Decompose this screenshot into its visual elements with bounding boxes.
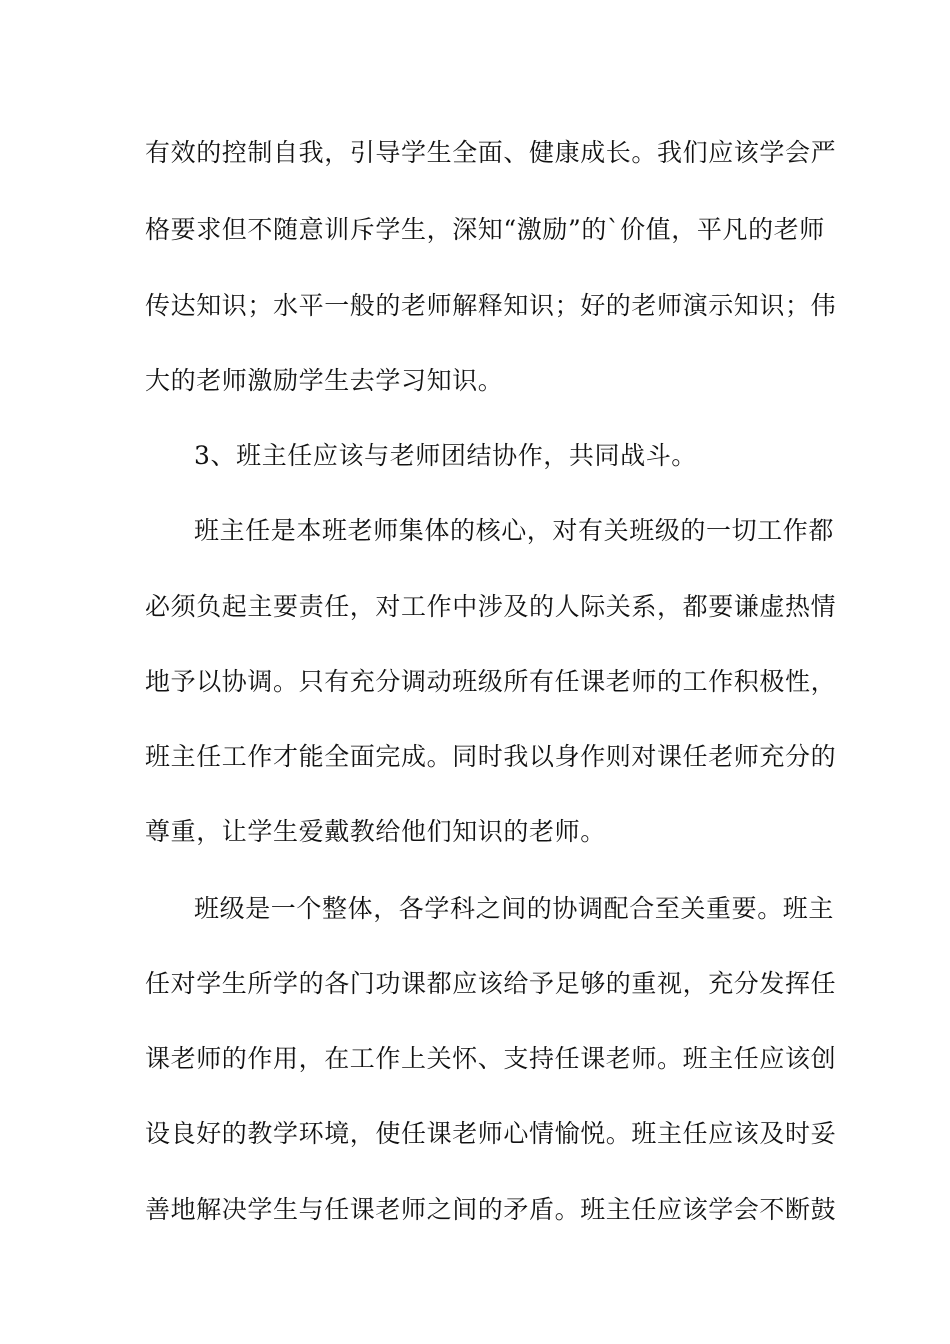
paragraph-line: 班主任工作才能全面完成。同时我以身作则对课任老师充分的 <box>145 742 837 771</box>
paragraph-line: 课老师的作用，在工作上关怀、支持任课老师。班主任应该创 <box>145 1044 837 1073</box>
paragraph-line: 任对学生所学的各门功课都应该给予足够的重视，充分发挥任 <box>145 969 837 998</box>
paragraph-line: 尊重，让学生爱戴教给他们知识的老师。 <box>145 817 606 846</box>
paragraph-line: 善地解决学生与任课老师之间的矛盾。班主任应该学会不断鼓 <box>145 1195 837 1224</box>
paragraph-line: 有效的控制自我，引导学生全面、健康成长。我们应该学会严 <box>145 138 837 167</box>
section-heading: 3、班主任应该与老师团结协作，共同战斗。 <box>194 441 697 470</box>
paragraph-line: 地予以协调。只有充分调动班级所有任课老师的工作积极性， <box>145 667 837 696</box>
paragraph-line: 设良好的教学环境，使任课老师心情愉悦。班主任应该及时妥 <box>145 1119 837 1148</box>
paragraph-line: 传达知识；水平一般的老师解释知识；好的老师演示知识；伟 <box>145 291 837 320</box>
paragraph-line: 大的老师激励学生去学习知识。 <box>145 366 504 395</box>
paragraph-line: 格要求但不随意训斥学生，深知“激励”的`价值，平凡的老师 <box>145 215 825 244</box>
paragraph-line: 必须负起主要责任，对工作中涉及的人际关系，都要谦虚热情 <box>145 592 837 621</box>
paragraph-line: 班级是一个整体，各学科之间的协调配合至关重要。班主 <box>194 894 835 923</box>
paragraph-line: 班主任是本班老师集体的核心，对有关班级的一切工作都 <box>194 516 835 545</box>
